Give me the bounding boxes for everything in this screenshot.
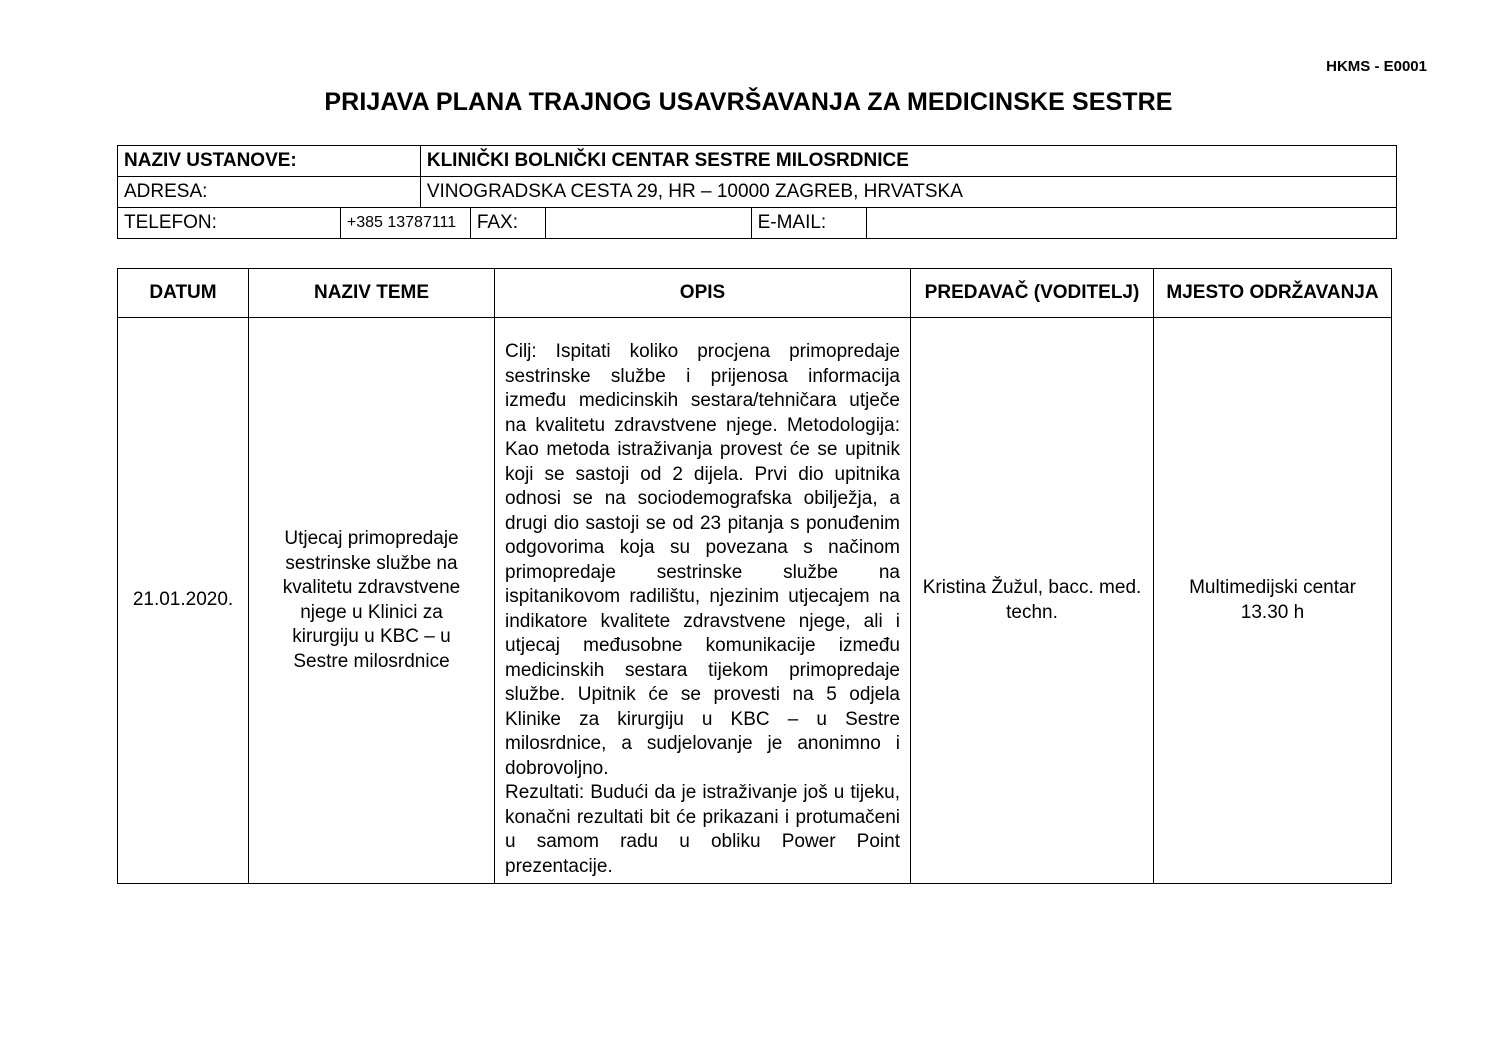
phone-value: +385 13787111 [340, 208, 470, 239]
fax-value [545, 208, 751, 239]
institution-name-label: NAZIV USTANOVE: [118, 146, 421, 177]
row-description: Cilj: Ispitati koliko procjena primopredaje sestrinske službe i prijenosa informacija između medicinskih sestara/tehničara utječe na kvalitetu zdravstvene njege. Metodologija: Kao metoda istraživanja provest će se upitnik koji se sastoji od 2 dijela. Prvi dio upitnika odnosi se na sociodemografska obilježja, a drugi dio sastoji se od 23 pitanja s ponuđenim odgovorima koja su povezana s načinom primopredaje sestrinske službe na ispitanikovom radilištu, njezinim utjecajem na indikatore kvalitete zdravstvene njege, ali i utjecaj međusobne komunikacije između medicinskih sestara tijekom primopredaje službe. Upitnik će se provesti na 5 odjela Klinike za kirurgiju u KBC – u Sestre milosrdnice, a sudjelovanje je anonimno i dobrovoljno. Rezultati: Budući da je istraživanje još u tijeku, konačni rezultati bit će prikazani i protumačeni u samom radu u obliku Power Point prezentacije. [495, 318, 911, 884]
header-description: OPIS [495, 269, 911, 318]
email-label: E-MAIL: [751, 208, 866, 239]
header-lecturer: PREDAVAČ (VODITELJ) [911, 269, 1154, 318]
institution-name-row [118, 146, 1397, 177]
row-lecturer: Kristina Žužul, bacc. med. techn. [911, 318, 1154, 884]
institution-table [117, 145, 1397, 239]
institution-contact-row [118, 208, 1397, 239]
institution-name-value: KLINIČKI BOLNIČKI CENTAR SESTRE MILOSRDNICE [420, 146, 1396, 177]
institution-address-label: ADRESA: [118, 177, 421, 208]
education-plan-table [117, 268, 1392, 884]
plan-header-row [118, 269, 1392, 318]
fax-label: FAX: [470, 208, 545, 239]
row-place: Multimedijski centar 13.30 h [1154, 318, 1392, 884]
email-value [866, 208, 1396, 239]
row-theme: Utjecaj primopredaje sestrinske službe na kvalitetu zdravstvene njege u Klinici za kirurgiju u KBC – u Sestre milosrdnice [249, 318, 495, 884]
document-code: HKMS - E0001 [1326, 58, 1427, 75]
row-date: 21.01.2020. [118, 318, 249, 884]
page-title: PRIJAVA PLANA TRAJNOG USAVRŠAVANJA ZA MEDICINSKE SESTRE [324, 88, 1173, 116]
header-date: DATUM [118, 269, 249, 318]
header-theme: NAZIV TEME [249, 269, 495, 318]
institution-address-row [118, 177, 1397, 208]
institution-address-value: VINOGRADSKA CESTA 29, HR – 10000 ZAGREB, HRVATSKA [420, 177, 1396, 208]
header-place: MJESTO ODRŽAVANJA [1154, 269, 1392, 318]
phone-label: TELEFON: [118, 208, 341, 239]
table-row [118, 318, 1392, 884]
